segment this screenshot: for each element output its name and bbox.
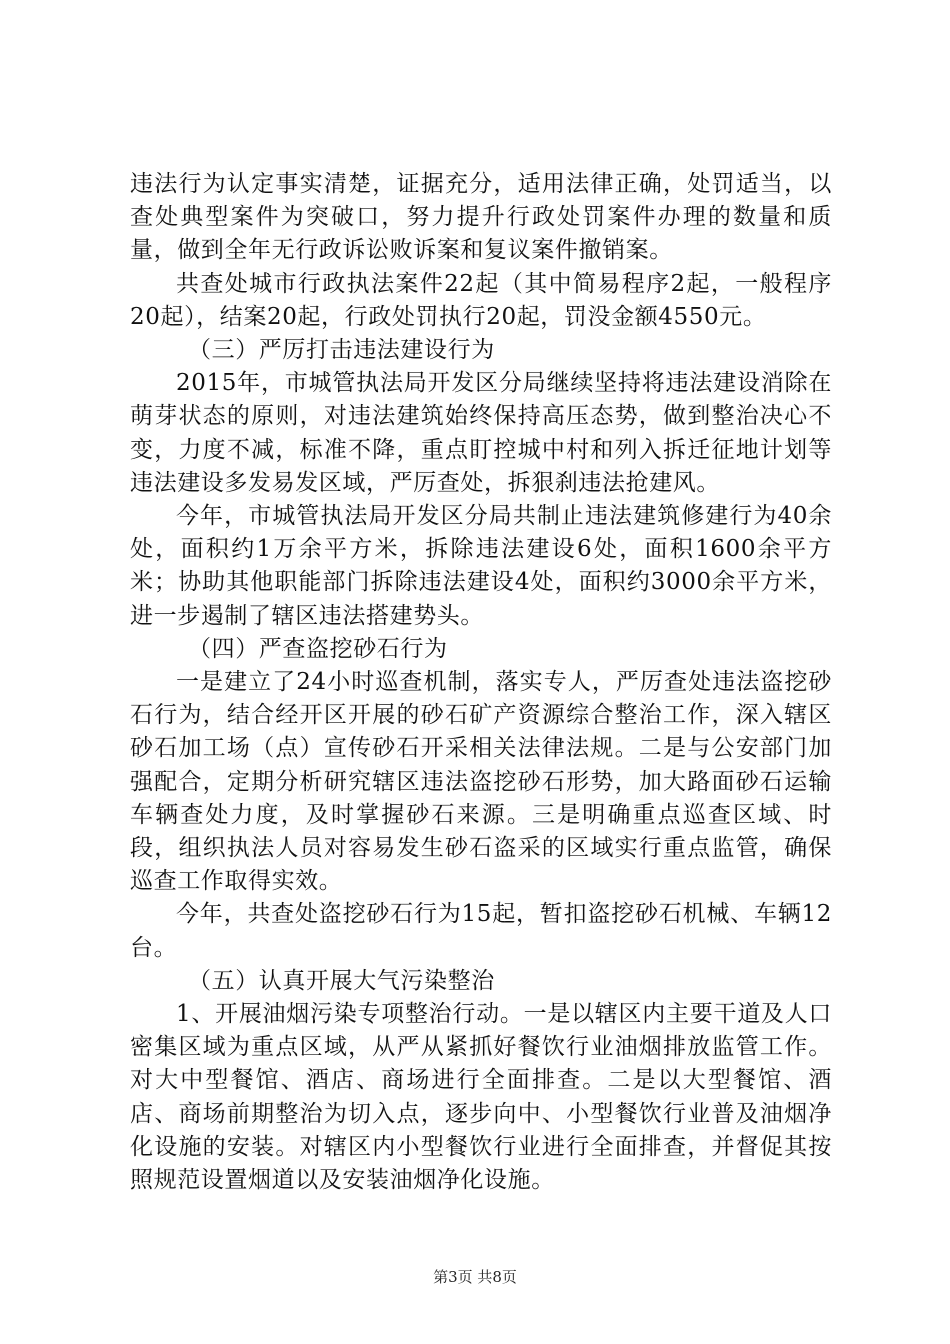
document-body — [130, 168, 832, 1197]
paragraph-construction-stats: 今年，市城管执法局开发区分局共制止违法建筑修建行为40余处，面积约1万余平方米，拆除违法建设6处，面积1600余平方米；协助其他职能部门拆除违法建设4处，面积约3000余平方米，进一步遏制了辖区违法搭建势头。 — [130, 503, 832, 629]
page-footer: 第3页 共8页 — [433, 1268, 517, 1286]
paragraph-air-pollution: 1、开展油烟污染专项整治行动。一是以辖区内主要干道及人口密集区域为重点区域，从严从紧抓好餐饮行业油烟排放监管工作。对大中型餐馆、酒店、商场进行全面排查。二是以大型餐馆、酒店、商场前期整治为切入点，逐步向中、小型餐饮行业普及油烟净化设施的安装。对辖区内小型餐饮行业进行全面排查，并督促其按照规范设置烟道以及安装油烟净化设施。 — [130, 1001, 832, 1194]
paragraph-illegal-construction: 2015年，市城管执法局开发区分局继续坚持将违法建设消除在萌芽状态的原则，对违法建筑始终保持高压态势，做到整治决心不变，力度不减，标准不降，重点盯控城中村和列入拆迁征地计划等违法建设多发易发区域，严厉查处，拆狠刹违法抢建风。 — [130, 370, 832, 496]
section-heading-4: （四）严查盗挖砂石行为 — [188, 635, 448, 662]
paragraph-sand-stats: 今年，共查处盗挖砂石行为15起，暂扣盗挖砂石机械、车辆12台。 — [130, 901, 832, 961]
section-heading-3: （三）严厉打击违法建设行为 — [188, 337, 495, 364]
paragraph-case-stats: 共查处城市行政执法案件22起（其中简易程序2起，一般程序20起），结案20起，行政处罚执行20起，罚没金额4550元。 — [130, 270, 832, 330]
paragraph-sand-mining: 一是建立了24小时巡查机制，落实专人，严厉查处违法盗挖砂石行为，结合经开区开展的砂石矿产资源综合整治工作，深入辖区砂石加工场（点）宣传砂石开采相关法律法规。二是与公安部门加强配合，定期分析研究辖区违法盗挖砂石形势，加大路面砂石运输车辆查处力度，及时掌握砂石来源。三是明确重点巡查区域、时段，组织执法人员对容易发生砂石盗采的区域实行重点监管，确保巡查工作取得实效。 — [130, 669, 832, 895]
paragraph-continued: 违法行为认定事实清楚，证据充分，适用法律正确，处罚适当，以查处典型案件为突破口，努力提升行政处罚案件办理的数量和质量，做到全年无行政诉讼败诉案和复议案件撤销案。 — [130, 171, 832, 264]
section-heading-5: （五）认真开展大气污染整治 — [188, 967, 495, 994]
